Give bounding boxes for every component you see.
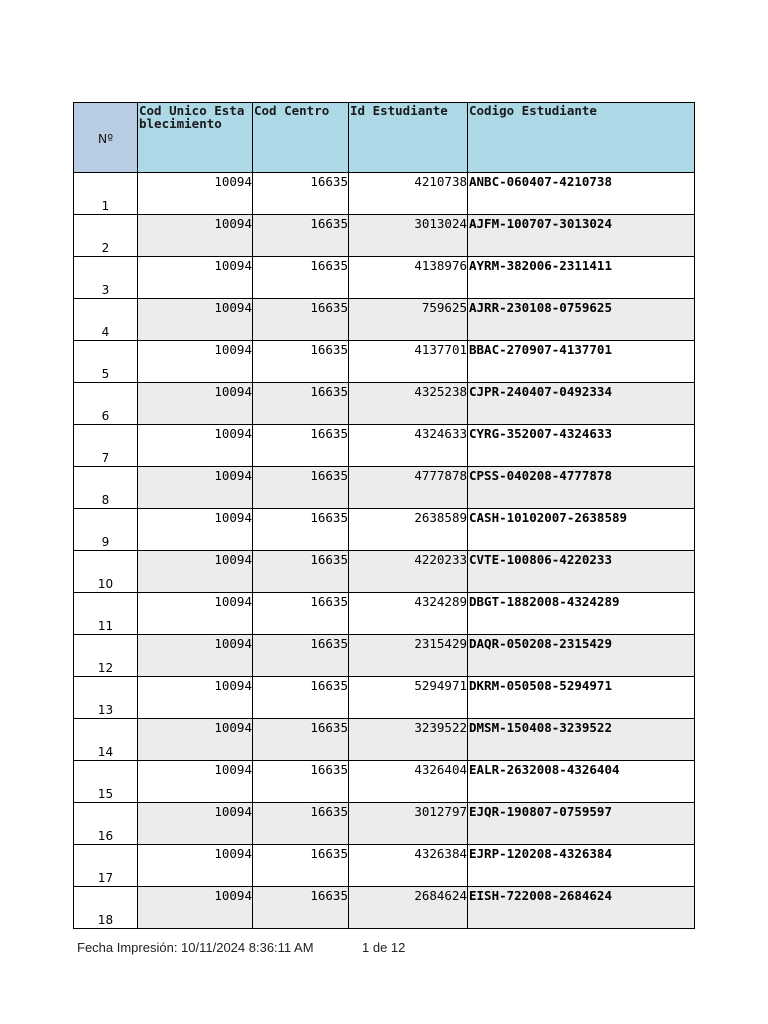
cell-id-estudiante: 4137701 [349,341,468,383]
cell-cod-centro: 16635 [253,719,349,761]
page-indicator: 1 de 12 [362,940,406,955]
table-row [74,719,695,761]
header-cod-centro: Cod Centro [253,103,349,173]
cell-codigo-estudiante: EJRP-120208-4326384 [468,845,695,887]
table-row [74,383,695,425]
cell-cod-centro: 16635 [253,215,349,257]
cell-cod-unico: 10094 [138,257,253,299]
cell-cod-centro: 16635 [253,509,349,551]
cell-cod-unico: 10094 [138,341,253,383]
cell-id-estudiante: 2315429 [349,635,468,677]
row-number: 2 [74,215,138,257]
cell-id-estudiante: 4138976 [349,257,468,299]
cell-cod-centro: 16635 [253,845,349,887]
cell-codigo-estudiante: DMSM-150408-3239522 [468,719,695,761]
cell-codigo-estudiante: DKRM-050508-5294971 [468,677,695,719]
cell-cod-unico: 10094 [138,803,253,845]
row-number: 6 [74,383,138,425]
table-row [74,551,695,593]
cell-id-estudiante: 4324633 [349,425,468,467]
cell-id-estudiante: 4326384 [349,845,468,887]
cell-codigo-estudiante: BBAC-270907-4137701 [468,341,695,383]
cell-cod-unico: 10094 [138,383,253,425]
table-row [74,845,695,887]
table-row [74,761,695,803]
table-row [74,257,695,299]
header-cod-unico: Cod Unico Establecimiento [138,103,253,173]
row-number: 9 [74,509,138,551]
cell-cod-unico: 10094 [138,551,253,593]
cell-cod-centro: 16635 [253,677,349,719]
row-number: 4 [74,299,138,341]
print-date: Fecha Impresión: 10/11/2024 8:36:11 AM [77,940,314,955]
row-number: 1 [74,173,138,215]
table-row [74,425,695,467]
cell-codigo-estudiante: EALR-2632008-4326404 [468,761,695,803]
cell-cod-centro: 16635 [253,887,349,929]
cell-cod-unico: 10094 [138,425,253,467]
row-number: 5 [74,341,138,383]
cell-codigo-estudiante: ANBC-060407-4210738 [468,173,695,215]
cell-codigo-estudiante: CPSS-040208-4777878 [468,467,695,509]
cell-id-estudiante: 4326404 [349,761,468,803]
table-row [74,887,695,929]
header-id-estudiante: Id Estudiante [349,103,468,173]
cell-codigo-estudiante: CJPR-240407-0492334 [468,383,695,425]
cell-cod-centro: 16635 [253,551,349,593]
table-row [74,803,695,845]
cell-cod-centro: 16635 [253,383,349,425]
cell-id-estudiante: 759625 [349,299,468,341]
table-row [74,635,695,677]
cell-codigo-estudiante: AJFM-100707-3013024 [468,215,695,257]
table-body [74,173,695,929]
cell-id-estudiante: 4777878 [349,467,468,509]
cell-codigo-estudiante: AJRR-230108-0759625 [468,299,695,341]
cell-codigo-estudiante: EISH-722008-2684624 [468,887,695,929]
cell-cod-unico: 10094 [138,299,253,341]
table-header [74,103,695,173]
header-codigo-estudiante: Codigo Estudiante [468,103,695,173]
cell-codigo-estudiante: EJQR-190807-0759597 [468,803,695,845]
table-row [74,173,695,215]
cell-id-estudiante: 2684624 [349,887,468,929]
cell-cod-unico: 10094 [138,215,253,257]
row-number: 13 [74,677,138,719]
cell-cod-centro: 16635 [253,173,349,215]
cell-cod-centro: 16635 [253,593,349,635]
table-row [74,215,695,257]
cell-cod-centro: 16635 [253,299,349,341]
cell-cod-unico: 10094 [138,467,253,509]
cell-codigo-estudiante: AYRM-382006-2311411 [468,257,695,299]
row-number: 18 [74,887,138,929]
header-num: Nº [74,103,138,173]
cell-cod-unico: 10094 [138,845,253,887]
cell-id-estudiante: 4210738 [349,173,468,215]
table-row [74,593,695,635]
cell-cod-centro: 16635 [253,341,349,383]
cell-cod-centro: 16635 [253,803,349,845]
cell-id-estudiante: 4220233 [349,551,468,593]
cell-cod-unico: 10094 [138,887,253,929]
cell-cod-unico: 10094 [138,509,253,551]
row-number: 3 [74,257,138,299]
cell-cod-centro: 16635 [253,467,349,509]
row-number: 15 [74,761,138,803]
table-row [74,467,695,509]
cell-codigo-estudiante: DAQR-050208-2315429 [468,635,695,677]
cell-id-estudiante: 2638589 [349,509,468,551]
table-row [74,509,695,551]
row-number: 16 [74,803,138,845]
cell-cod-unico: 10094 [138,173,253,215]
students-table [73,102,695,929]
table-row [74,299,695,341]
cell-id-estudiante: 5294971 [349,677,468,719]
cell-id-estudiante: 3239522 [349,719,468,761]
cell-id-estudiante: 4325238 [349,383,468,425]
cell-codigo-estudiante: CASH-10102007-2638589 [468,509,695,551]
row-number: 14 [74,719,138,761]
cell-codigo-estudiante: CYRG-352007-4324633 [468,425,695,467]
cell-cod-centro: 16635 [253,761,349,803]
cell-id-estudiante: 3013024 [349,215,468,257]
row-number: 11 [74,593,138,635]
row-number: 12 [74,635,138,677]
row-number: 17 [74,845,138,887]
row-number: 8 [74,467,138,509]
table-row [74,341,695,383]
cell-cod-unico: 10094 [138,635,253,677]
cell-cod-centro: 16635 [253,635,349,677]
cell-id-estudiante: 4324289 [349,593,468,635]
cell-cod-centro: 16635 [253,257,349,299]
cell-cod-unico: 10094 [138,761,253,803]
cell-cod-unico: 10094 [138,719,253,761]
row-number: 10 [74,551,138,593]
cell-cod-centro: 16635 [253,425,349,467]
page-footer [77,940,406,955]
cell-id-estudiante: 3012797 [349,803,468,845]
table-row [74,677,695,719]
cell-cod-unico: 10094 [138,677,253,719]
row-number: 7 [74,425,138,467]
cell-cod-unico: 10094 [138,593,253,635]
cell-codigo-estudiante: DBGT-1882008-4324289 [468,593,695,635]
cell-codigo-estudiante: CVTE-100806-4220233 [468,551,695,593]
